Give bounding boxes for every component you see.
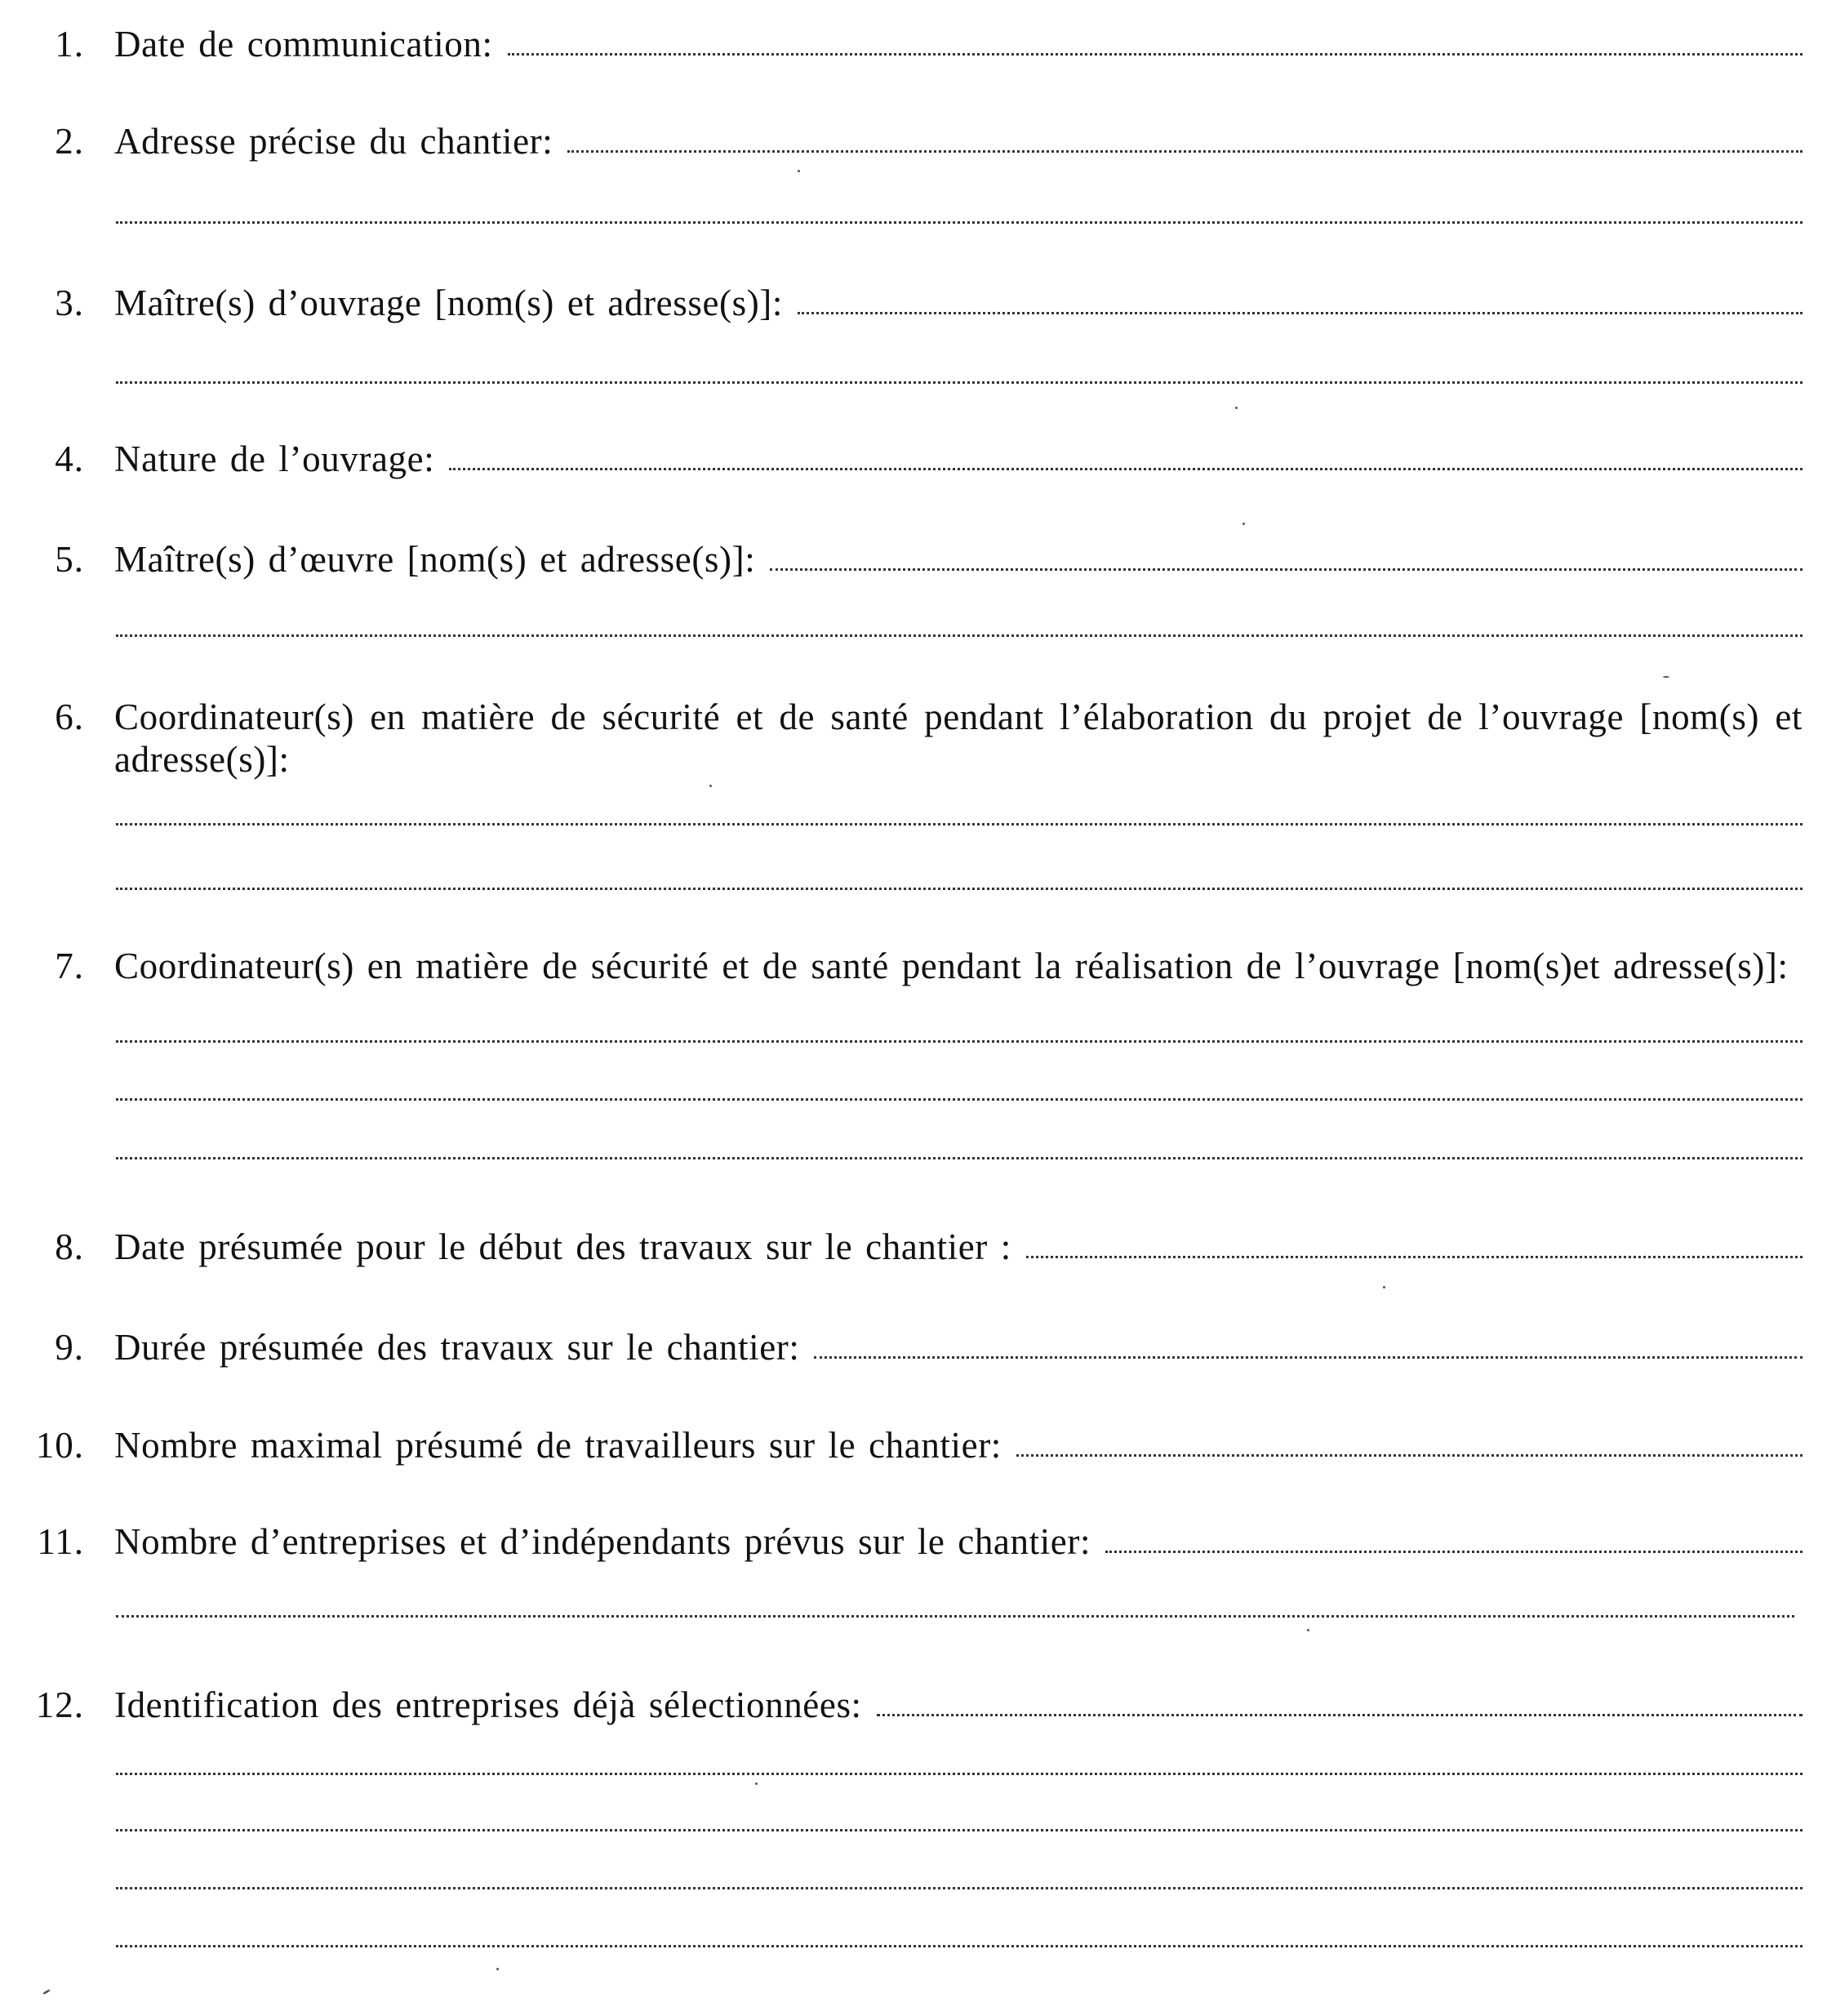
client-field-continued[interactable] xyxy=(116,381,1803,384)
item-label: Date de communication: xyxy=(114,24,493,65)
item-label: Durée présumée des travaux sur le chantier: xyxy=(114,1327,800,1368)
item-line xyxy=(114,1684,1803,1726)
item-number: 6. xyxy=(55,696,84,737)
scan-speck xyxy=(709,785,712,787)
item-number: 8. xyxy=(55,1226,84,1267)
selected-companies-field-continued-2[interactable] xyxy=(116,1829,1803,1831)
item-number: 7. xyxy=(55,946,84,986)
scan-speck xyxy=(798,170,800,172)
client-field[interactable] xyxy=(798,312,1803,314)
nature-field[interactable] xyxy=(449,468,1803,470)
item-line xyxy=(114,438,1803,480)
site-address-field-continued[interactable] xyxy=(116,221,1803,224)
item-number: 11. xyxy=(37,1521,84,1562)
item-number: 1. xyxy=(55,24,84,65)
scan-speck xyxy=(755,1782,758,1785)
item-line xyxy=(114,282,1803,324)
item-label: Coordinateur(s) en matière de sécurité et de santé pendant l’élaboration du projet de l’ouvrage [nom(s) et adresse(s)]: xyxy=(114,696,1803,780)
item-number: 4. xyxy=(55,438,84,479)
selected-companies-field-continued-3[interactable] xyxy=(116,1887,1803,1889)
item-line xyxy=(114,1326,1803,1368)
scan-speck xyxy=(1663,676,1669,678)
item-line xyxy=(114,538,1803,581)
scan-speck xyxy=(1242,523,1245,525)
item-label: Adresse précise du chantier: xyxy=(114,121,553,162)
scan-speck xyxy=(1307,1629,1309,1631)
duration-field[interactable] xyxy=(814,1356,1803,1359)
item-number: 12. xyxy=(35,1684,84,1725)
item-label: Identification des entreprises déjà sélectionnées: xyxy=(114,1684,862,1725)
item-label: Nature de l’ouvrage: xyxy=(114,438,435,479)
item-number: 2. xyxy=(55,121,84,162)
item-number: 10. xyxy=(35,1425,84,1466)
item-line xyxy=(114,1226,1803,1268)
max-workers-field[interactable] xyxy=(1016,1454,1803,1457)
scan-speck xyxy=(42,1989,51,1996)
design-coordinator-field[interactable] xyxy=(116,823,1803,826)
item-line xyxy=(114,120,1803,162)
companies-count-field-continued[interactable] xyxy=(116,1615,1794,1618)
selected-companies-field-continued-4[interactable] xyxy=(116,1945,1803,1947)
scan-speck xyxy=(1383,1286,1385,1288)
companies-count-field[interactable] xyxy=(1105,1551,1803,1553)
start-date-field[interactable] xyxy=(1026,1256,1803,1258)
item-number: 9. xyxy=(55,1327,84,1368)
project-manager-field-continued[interactable] xyxy=(116,634,1803,637)
item-number: 5. xyxy=(55,539,84,580)
design-coordinator-field-continued[interactable] xyxy=(116,888,1803,890)
scan-speck xyxy=(1235,407,1238,409)
item-label: Coordinateur(s) en matière de sécurité et de santé pendant la réalisation de l’ouvrage [nom(s)et adresse(s)]: xyxy=(114,946,1789,986)
item-label: Nombre maximal présumé de travailleurs sur le chantier: xyxy=(114,1425,1002,1466)
selected-companies-field-continued-1[interactable] xyxy=(116,1773,1803,1775)
item-label: Nombre d’entreprises et d’indépendants prévus sur le chantier: xyxy=(114,1521,1091,1562)
item-label: Maître(s) d’ouvrage [nom(s) et adresse(s)]: xyxy=(114,283,783,323)
date-communication-field[interactable] xyxy=(508,53,1803,56)
item-line xyxy=(114,1520,1803,1563)
item-line xyxy=(114,1424,1803,1466)
execution-coordinator-field[interactable] xyxy=(116,1040,1803,1043)
site-address-field[interactable] xyxy=(567,150,1803,153)
execution-coordinator-field-continued-1[interactable] xyxy=(116,1098,1803,1101)
scan-speck xyxy=(496,1968,499,1970)
selected-companies-field[interactable] xyxy=(877,1714,1803,1716)
project-manager-field[interactable] xyxy=(770,568,1803,571)
item-number: 3. xyxy=(55,283,84,323)
execution-coordinator-field-continued-2[interactable] xyxy=(116,1157,1803,1159)
item-label: Date présumée pour le début des travaux sur le chantier : xyxy=(114,1226,1011,1267)
item-label: Maître(s) d’œuvre [nom(s) et adresse(s)]: xyxy=(114,539,756,580)
item-line xyxy=(114,23,1803,65)
